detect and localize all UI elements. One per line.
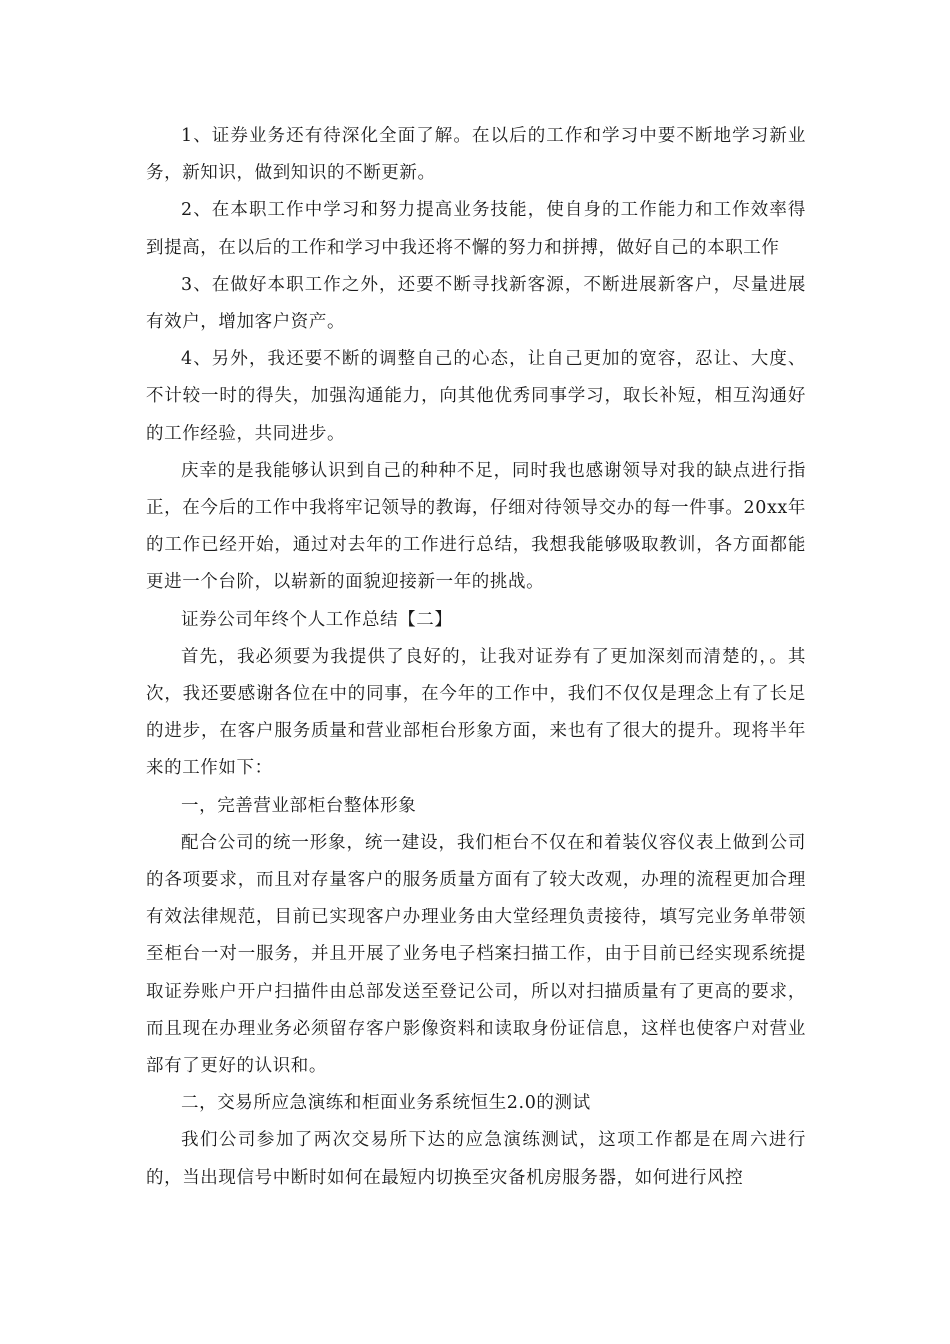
paragraph-item-2: 2、在本职工作中学习和努力提高业务技能，使自身的工作能力和工作效率得到提高，在以后的工作和学习中我还将不懈的努力和拼搏，做好自己的本职工作 [146,200,806,258]
section-title-2: 证券公司年终个人工作总结【二】 [181,609,453,630]
paragraph-emergency-drill: 我们公司参加了两次交易所下达的应急演练测试，这项工作都是在周六进行的，当出现信号中断时如何在最短内切换至灾备机房服务器，如何进行风控 [146,1130,806,1188]
paragraph-intro: 首先，我必须要为我提供了良好的，让我对证券有了更加深刻而清楚的，。其次，我还要感谢各位在中的同事，在今年的工作中，我们不仅仅是理念上有了长足的进步，在客户服务质量和营业部柜台形象方面，来也有了很大的提升。现将半年来的工作如下： [146,646,806,779]
paragraph-conclusion: 庆幸的是我能够认识到自己的种种不足，同时我也感谢领导对我的缺点进行指正，在今后的工作中我将牢记领导的教诲，仔细对待领导交办的每一件事。20xx年的工作已经开始，通过对去年的工作进行总结，我想我能够吸取教训，各方面都能更进一个台阶，以崭新的面貌迎接新一年的挑战。 [146,460,806,593]
subsection-title-1: 一，完善营业部柜台整体形象 [181,795,417,816]
document-body [146,118,806,1197]
subsection-title-2: 二，交易所应急演练和柜面业务系统恒生2.0的测试 [181,1093,591,1114]
paragraph-item-1: 1、证券业务还有待深化全面了解。在以后的工作和学习中要不断地学习新业务，新知识，做到知识的不断更新。 [146,126,806,184]
paragraph-counter-image: 配合公司的统一形象，统一建设，我们柜台不仅在和着装仪容仪表上做到公司的各项要求，而且对存量客户的服务质量方面有了较大改观，办理的流程更加合理有效法律规范，目前已实现客户办理业务由大堂经理负责接待，填写完业务单带领至柜台一对一服务，并且开展了业务电子档案扫描工作，由于目前已经实现系统提取证券账户开户扫描件由总部发送至登记公司，所以对扫描质量有了更高的要求，而且现在办理业务必须留存客户影像资料和读取身份证信息，这样也使客户对营业部有了更好的认识和。 [146,832,806,1077]
paragraph-item-3: 3、在做好本职工作之外，还要不断寻找新客源，不断进展新客户，尽量进展有效户，增加客户资产。 [146,274,806,333]
paragraph-item-4: 4、另外，我还要不断的调整自己的心态，让自己更加的宽容，忍让、大度、不计较一时的得失，加强沟通能力，向其他优秀同事学习，取长补短，相互沟通好的工作经验，共同进步。 [146,349,806,444]
